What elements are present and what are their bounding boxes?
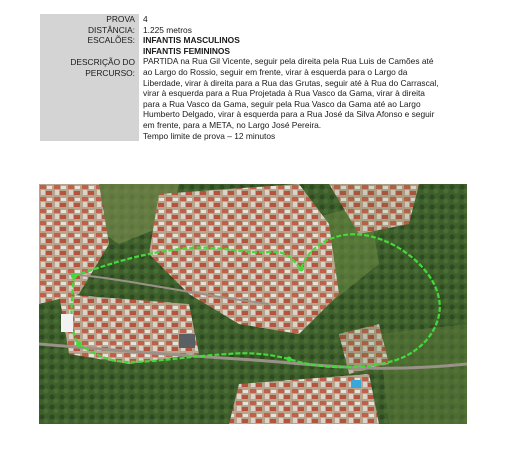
pool	[351, 380, 361, 388]
prova-value: 4	[143, 14, 148, 24]
route-finish-marker	[76, 341, 82, 347]
descricao-label	[40, 56, 139, 141]
distancia-label: DISTÂNCIA:	[40, 25, 139, 36]
prova-label: PROVA	[40, 14, 139, 25]
descricao-line-7: em frente, para a META, no Largo José Pereira.	[143, 119, 322, 130]
route-start-marker	[71, 273, 77, 279]
descricao-line-6: Humberto Delgado, virar à esquerda para a Rua José da Silva Afonso e seguir	[143, 109, 435, 120]
descricao-label-line-1: DESCRIÇÃO DO	[70, 57, 135, 68]
aerial-map-image	[39, 184, 467, 424]
descricao-line-3: Liberdade, virar à direita para a Rua das Grutas, seguir até à Rua do Carrascal,	[143, 77, 439, 88]
route-waypoint-marker	[287, 357, 292, 362]
tempo-limite: Tempo limite de prova – 12 minutos	[143, 130, 276, 141]
race-info-table	[40, 14, 468, 141]
descricao-label-line-2: PERCURSO:	[85, 67, 135, 78]
escaloes-label: ESCALÕES:	[40, 35, 139, 46]
escaloes-label-spacer	[40, 46, 139, 57]
route-aerial-map	[39, 184, 467, 424]
descricao-line-5: para a Rua Vasco da Gama, seguir pela Rua Vasco da Gama até ao Largo	[143, 98, 421, 109]
descricao-line-1: PARTIDA na Rua Gil Vicente, seguir pela direita pela Rua Luis de Camões até	[143, 56, 434, 67]
dark-roof-building	[179, 334, 195, 348]
descricao-value	[139, 56, 468, 141]
distancia-value: 1.225 metros	[143, 24, 192, 35]
escalao-value-2: INFANTIS FEMININOS	[143, 45, 231, 56]
white-building	[61, 314, 73, 332]
escalao-value-1: INFANTIS MASCULINOS	[143, 35, 240, 46]
route-waypoint-marker	[299, 267, 304, 272]
descricao-line-2: ao Largo do Rossio, seguir em frente, virar à esquerda para o Largo da	[143, 66, 408, 77]
descricao-line-4: virar à esquerda para a Rua Projetada à Rua Vasco da Gama, virar à direita	[143, 88, 425, 99]
